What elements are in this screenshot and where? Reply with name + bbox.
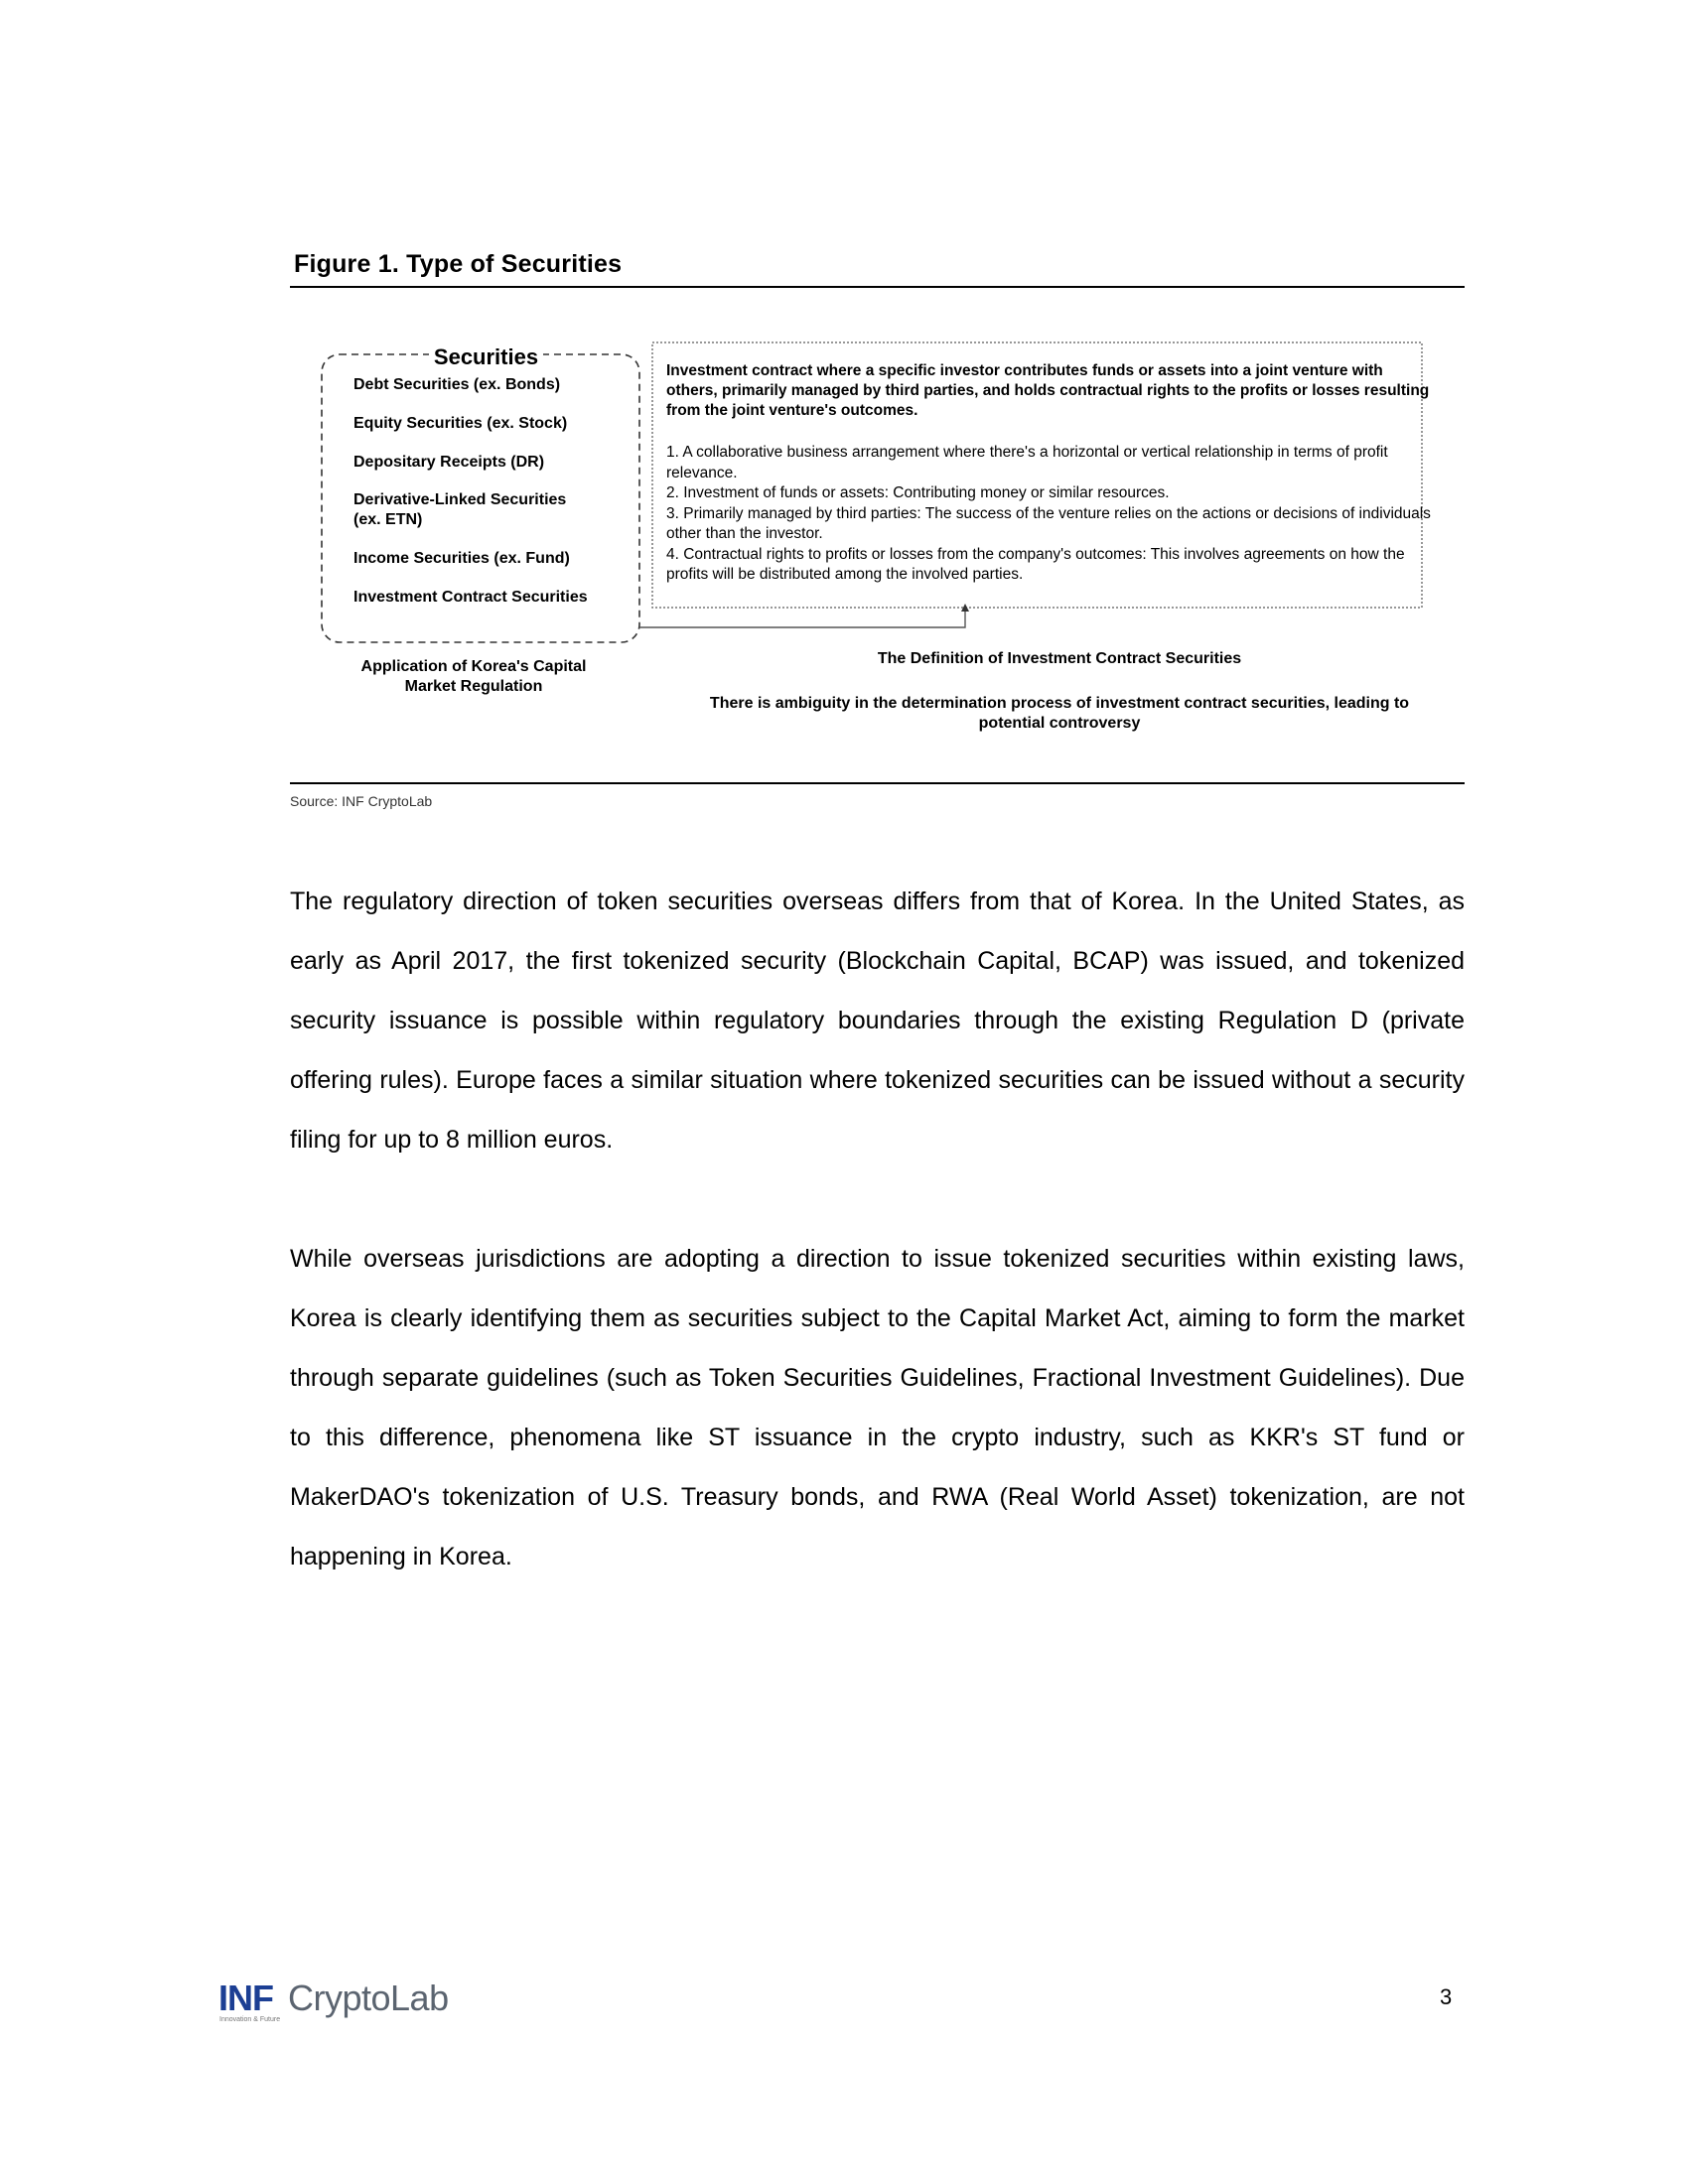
caption-application: Application of Korea's Capital Market Regulation [360,658,587,695]
definition-criterion: 1. A collaborative business arrangement where there's a horizontal or vertical relationship in terms of profit relevance. [666,444,1388,481]
definition-criterion: 2. Investment of funds or assets: Contributing money or similar resources. [666,484,1170,501]
figure-title: Figure 1. Type of Securities [294,250,623,278]
securities-item: Investment Contract Securities [353,589,588,606]
logo-inf-text: INF [218,1978,273,2018]
securities-title: Securities [429,344,543,370]
connector-line [639,610,965,627]
securities-item: Derivative-Linked Securities (ex. ETN) [353,491,567,528]
body-paragraph-2: While overseas jurisdictions are adopting a direction to issue tokenized securities within existing laws, Korea is clearly identifying them as securities subject to the Capital Market Act, aiming to form the market through separate guidelines (such as Token Securities Guidelines, Fractional Investment Guidelines). Due to this difference, phenomena like ST issuance in the crypto industry, such as KKR's ST fund or MakerDAO's tokenization of U.S. Treasury bonds, and RWA (Real World Asset) tokenization, are not happening in Korea. [290,1245,1465,1570]
definition-criteria-list [666,443,1431,586]
definition-lead: Investment contract where a specific investor contributes funds or assets into a joint venture with others, primarily managed by third parties, and holds contractual rights to the profits or losses resulting from the joint venture's outcomes. [666,362,1430,419]
inf-cryptolab-logo [218,1979,457,2026]
logo-tagline: Innovation & Future [219,2016,281,2023]
body-paragraph-1: The regulatory direction of token securities overseas differs from that of Korea. In the United States, as early as April 2017, the first tokenized security (Blockchain Capital, BCAP) was issued, and tokenized security issuance is possible within regulatory boundaries through the existing Regulation D (private offering rules). Europe faces a similar situation where tokenized securities can be issued without a security filing for up to 8 million euros. [290,887,1465,1154]
caption-ambiguity-note: There is ambiguity in the determination process of investment contract securities, leading to potential controversy [709,695,1410,732]
securities-item: Depositary Receipts (DR) [353,454,545,471]
definition-criterion: 4. Contractual rights to profits or losses from the company's outcomes: This involves agreements on how the profits will be distributed among the involved parties. [666,545,1405,583]
definition-box [666,361,1431,586]
page-number: 3 [1440,1984,1453,2009]
figure-bottom-rule [290,782,1465,784]
securities-item: Equity Securities (ex. Stock) [353,415,568,432]
figure-top-rule [290,286,1465,288]
caption-definition-title: The Definition of Investment Contract Securities [877,650,1242,667]
definition-criterion: 3. Primarily managed by third parties: The success of the venture relies on the actions or decisions of individuals other than the investor. [666,504,1431,542]
securities-list [353,375,641,608]
figure-diagram [290,298,1465,774]
securities-item: Debt Securities (ex. Bonds) [353,376,561,393]
logo-cryptolab-text: CryptoLab [288,1978,449,2018]
figure-source: Source: INF CryptoLab [290,793,433,809]
securities-item: Income Securities (ex. Fund) [353,550,570,567]
